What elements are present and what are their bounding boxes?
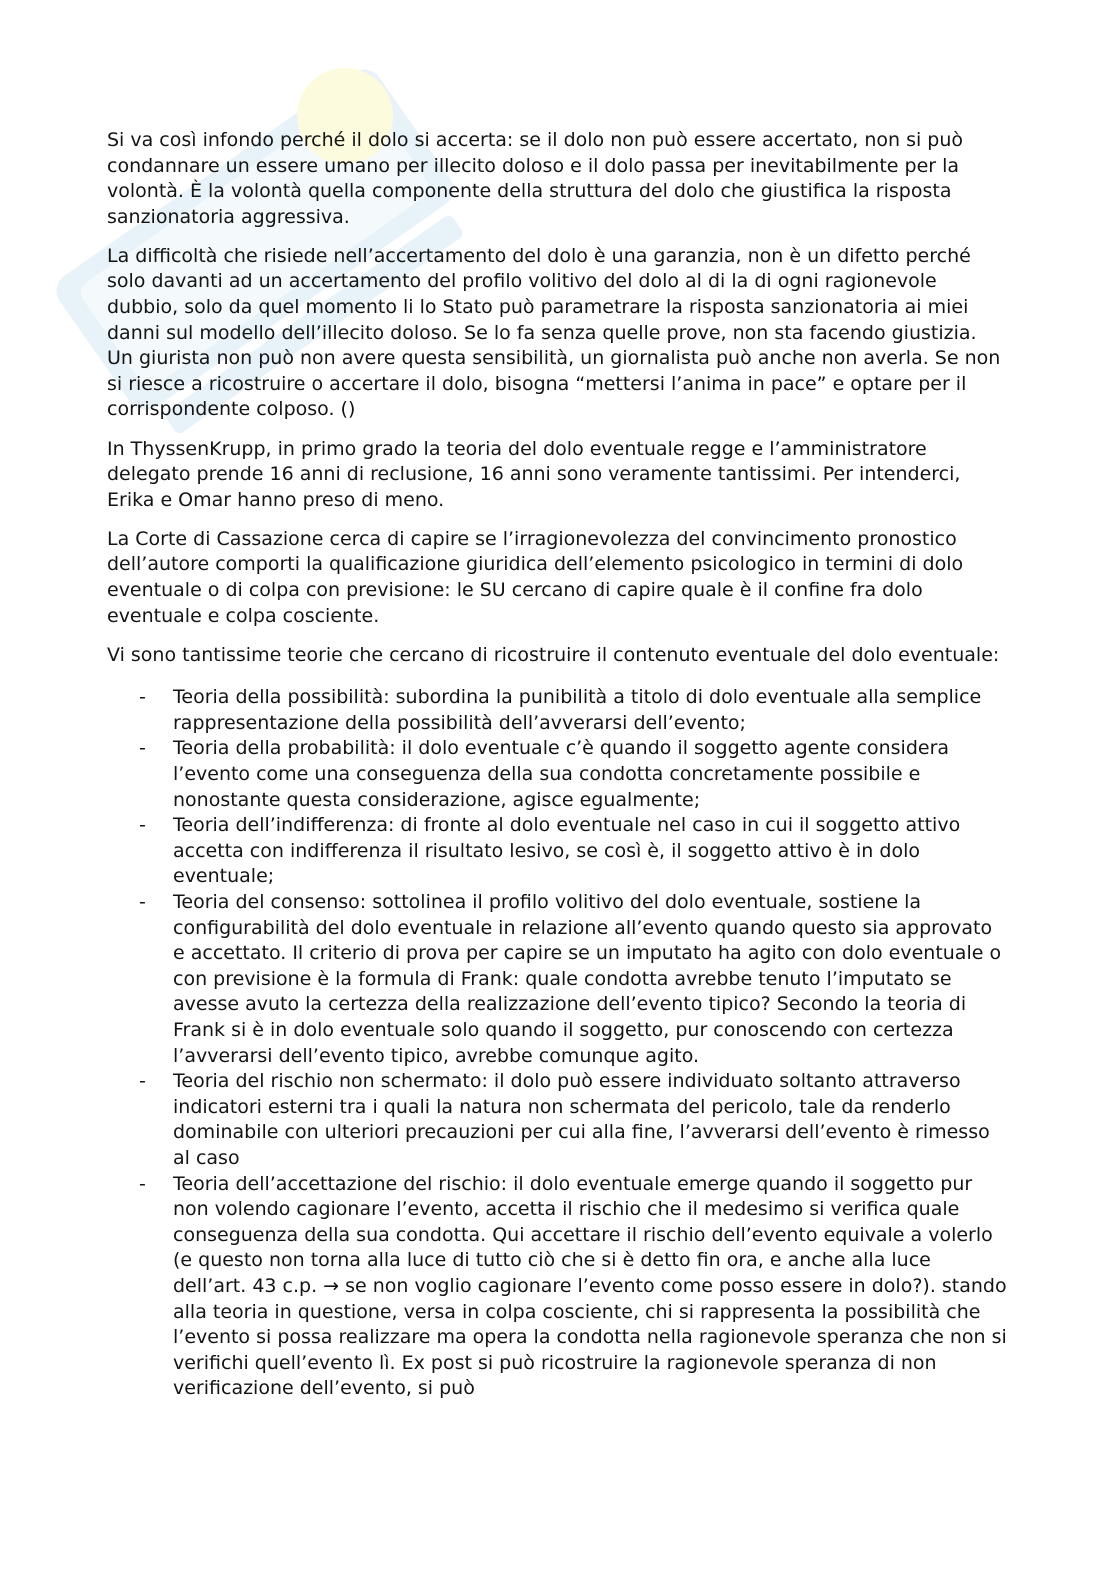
list-item-text: Teoria dell’accettazione del rischio: il dolo eventuale emerge quando il soggetto pur non volendo cagionare l’evento, accetta il rischio che il medesimo si verifica quale conseguenza della sua condotta. Qui accettare il rischio dell’evento equivale a volerlo (e questo non torna alla luce di tutto ciò che si è detto fin ora, e anche alla luce dell’art. 43 c.p. → se non voglio cagionare l’evento come posso essere in dolo?). stando alla teoria in questione, versa in colpa cosciente, chi si rappresenta la possibilità che l’evento si possa realizzare ma opera la condotta nella ragionevole speranza che non si verifichi quell’evento lì. Ex post si può ricostruire la ragionevole speranza di non verificazione dell’evento, si può [173,1172,1007,1400]
list-dash: - [139,1070,146,1093]
paragraph: La Corte di Cassazione cerca di capire se l’irragionevolezza del convincimento pronostico dell’autore comporti la qualificazione giuridica dell’elemento psicologico in termini di dolo eventuale o di colpa con previsione: le SU cercano di capire quale è il confine fra dolo eventuale e colpa cosciente. [107,527,964,627]
list-item-text: Teoria del consenso: sottolinea il profilo volitivo del dolo eventuale, sostiene la configurabilità del dolo eventuale in relazione all’evento quando questo sia approvato e accettato. Il criterio di prova per capire se un imputato ha agito con dolo eventuale o con previsione è la formula di Frank: quale condotta avrebbe tenuto l’imputato se avesse avuto la certezza della realizzazione dell’evento tipico? Secondo la teoria di Frank si è in dolo eventuale solo quando il soggetto, pur conoscendo con certezza l’avverarsi dell’evento tipico, avrebbe comunque agito. [173,891,1002,1067]
list-item [107,685,1007,736]
theories-list [107,685,1007,1402]
paragraph: Si va così infondo perché il dolo si accerta: se il dolo non può essere accertato, non si può condannare un essere umano per illecito doloso e il dolo passa per inevitabilmente per la volontà. È la volontà quella componente della struttura del dolo che giustifica la risposta sanzionatoria aggressiva. [107,129,964,228]
paragraph: La difficoltà che risiede nell’accertamento del dolo è una garanzia, non è un difetto perché solo davanti ad un accertamento del profilo volitivo del dolo al di la di ogni ragionevole dubbio, solo da quel momento li lo Stato può parametrare la risposta sanzionatoria ai miei danni sul modello dell’illecito doloso. Se lo fa senza quelle prove, non sta facendo giustizia. Un giurista non può non avere questa sensibilità, un giornalista può anche non averla. Se non si riesce a ricostruire o accertare il dolo, bisogna “mettersi l’anima in pace” e optare per il corrispondente colposo. () [107,244,1001,421]
list-item-text: Teoria della probabilità: il dolo eventuale c’è quando il soggetto agente considera l’evento come una conseguenza della sua condotta concretamente possibile e nonostante questa considerazione, agisce egualmente; [173,737,950,811]
list-item [107,890,1007,1069]
list-item-text: Teoria del rischio non schermato: il dolo può essere individuato soltanto attraverso indicatori esterni tra i quali la natura non schermata del pericolo, tale da renderlo dominabile con ulteriori precauzioni per cui alla fine, l’avverarsi dell’evento è rimesso al caso [173,1070,990,1169]
list-dash: - [139,1172,146,1195]
paragraph: In ThyssenKrupp, in primo grado la teoria del dolo eventuale regge e l’amministratore delegato prende 16 anni di reclusione, 16 anni sono veramente tantissimi. Per intenderci, Erika e Omar hanno preso di meno. [107,437,961,511]
list-item [107,1069,1007,1171]
list-item [107,813,1007,890]
list-dash: - [139,737,146,760]
list-item-text: Teoria dell’indifferenza: di fronte al dolo eventuale nel caso in cui il soggetto attivo accetta con indifferenza il risultato lesivo, se così è, il soggetto attivo è in dolo eventuale; [173,814,961,888]
list-dash: - [139,891,146,914]
list-item-text: Teoria della possibilità: subordina la punibilità a titolo di dolo eventuale alla semplice rappresentazione della possibilità dell’avverarsi dell’evento; [173,686,982,734]
paragraph: Vi sono tantissime teorie che cercano di ricostruire il contenuto eventuale del dolo eventuale: [107,643,1000,666]
list-dash: - [139,686,146,709]
document-body [107,128,1007,1402]
list-item [107,1172,1007,1402]
list-item [107,736,1007,813]
list-dash: - [139,814,146,837]
